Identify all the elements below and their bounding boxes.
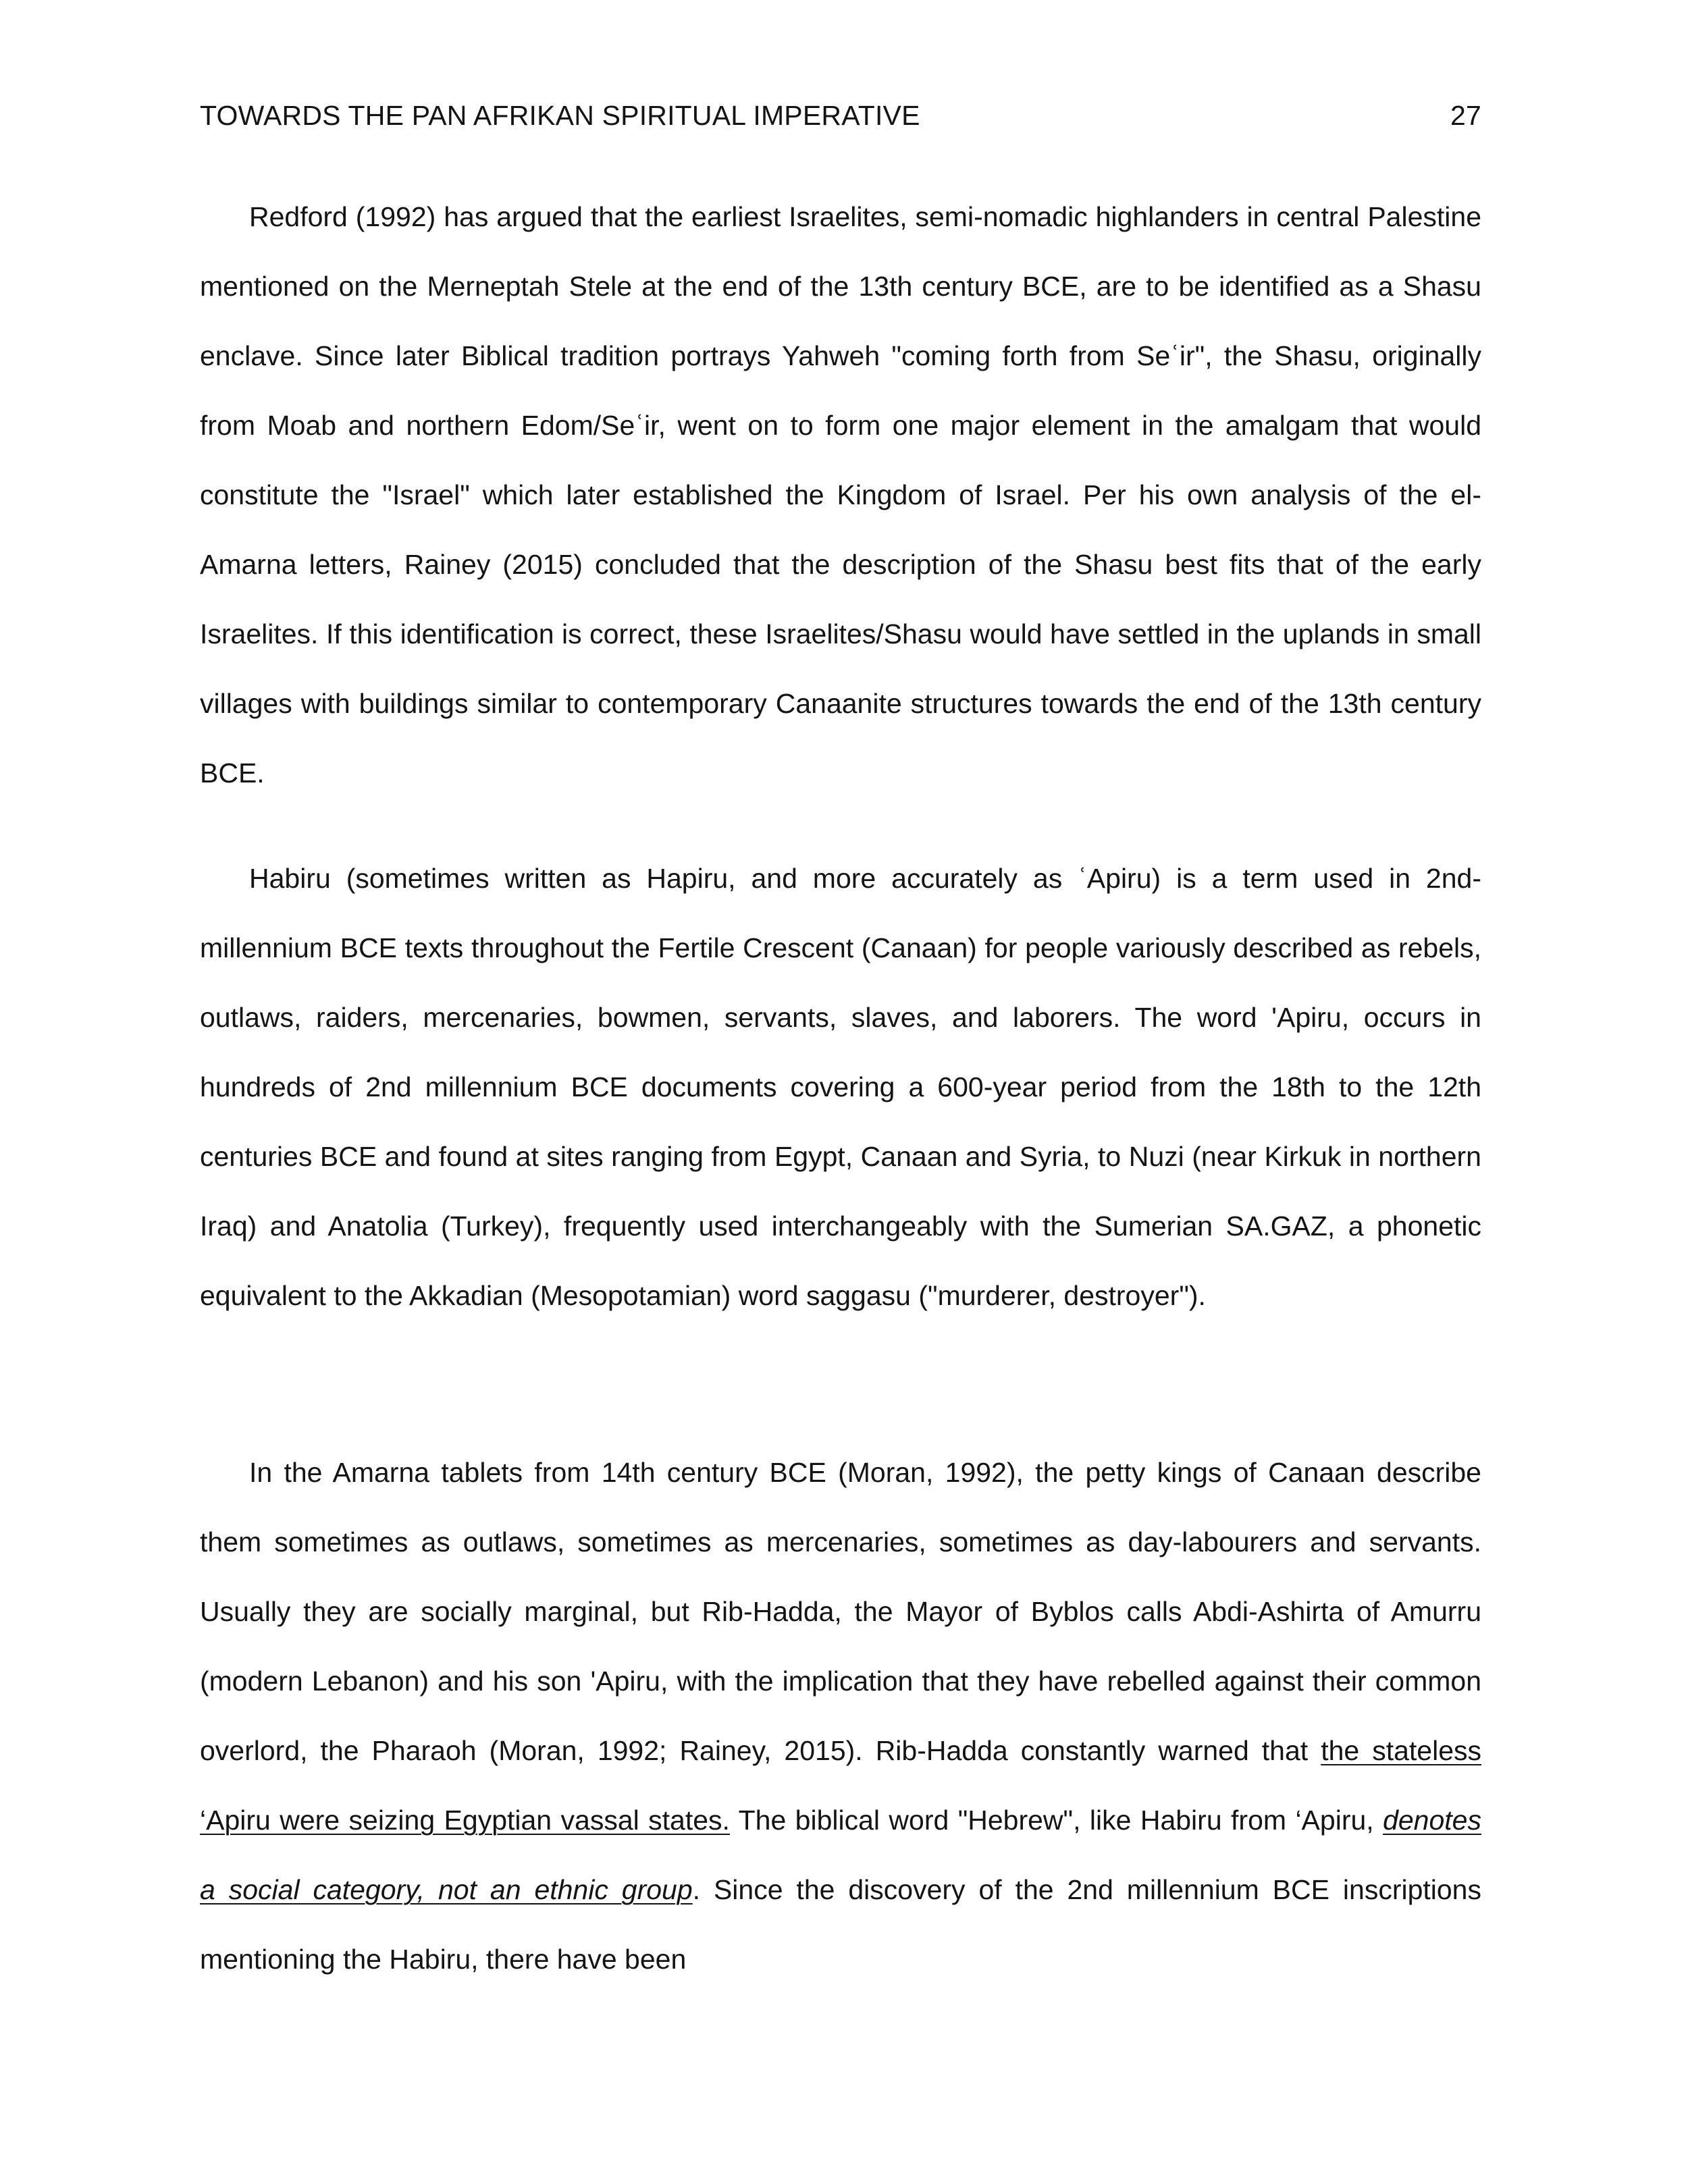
paragraph-habiru: Habiru (sometimes written as Hapiru, and more accurately as ʿApiru) is a term used in 2nd-millennium BCE texts throughout the Fertile Crescent (Canaan) for people variously described as rebels, outlaws, raiders, mercenaries, bowmen, servants, slaves, and laborers. The word 'Apiru, occurs in hundreds of 2nd millennium BCE documents covering a 600-year period from the 18th to the 12th centuries BCE and found at sites ranging from Egypt, Canaan and Syria, to Nuzi (near Kirkuk in northern Iraq) and Anatolia (Turkey), frequently used interchangeably with the Sumerian SA.GAZ, a phonetic equivalent to the Akkadian (Mesopotamian) word saggasu ("murderer, destroyer"). — [200, 863, 1481, 1311]
running-header — [200, 98, 1481, 133]
page-number: 27 — [1450, 100, 1481, 131]
amarna-text-after: . Since the discovery of the 2nd millennium BCE inscriptions mentioning the Habiru, there have been — [200, 1874, 1481, 1975]
paragraph-amarna — [200, 1438, 1481, 1994]
underlined-italic-phrase-social-category: denotes a social category, not an ethnic group — [200, 1805, 1481, 1905]
running-title: TOWARDS THE PAN AFRIKAN SPIRITUAL IMPERATIVE — [200, 100, 920, 131]
paragraph-shasu: Redford (1992) has argued that the earliest Israelites, semi-nomadic highlanders in central Palestine mentioned on the Merneptah Stele at the end of the 13th century BCE, are to be identified as a Shasu enclave. Since later Biblical tradition portrays Yahweh "coming forth from Seʿir", the Shasu, originally from Moab and northern Edom/Seʿir, went on to form one major element in the amalgam that would constitute the "Israel" which later established the Kingdom of Israel. Per his own analysis of the el-Amarna letters, Rainey (2015) concluded that the description of the Shasu best fits that of the early Israelites. If this identification is correct, these Israelites/Shasu would have settled in the uplands in small villages with buildings similar to contemporary Canaanite structures towards the end of the 13th century BCE. — [200, 201, 1481, 789]
underlined-phrase-stateless-apiru: the stateless ‘Apiru were seizing Egyptian vassal states. — [200, 1735, 1482, 1836]
amarna-text-middle: The biblical word "Hebrew", like Habiru from ‘Apiru, — [729, 1805, 1383, 1836]
amarna-text-before: In the Amarna tablets from 14th century BCE (Moran, 1992), the petty kings of Canaan describe them sometimes as outlaws, sometimes as mercenaries, sometimes as day-labourers and servants. Usually they are socially marginal, but Rib-Hadda, the Mayor of Byblos calls Abdi-Ashirta of Amurru (modern Lebanon) and his son 'Apiru, with the implication that they have rebelled against their common overlord, the Pharaoh (Moran, 1992; Rainey, 2015). Rib-Hadda constantly warned that — [200, 1457, 1481, 1766]
